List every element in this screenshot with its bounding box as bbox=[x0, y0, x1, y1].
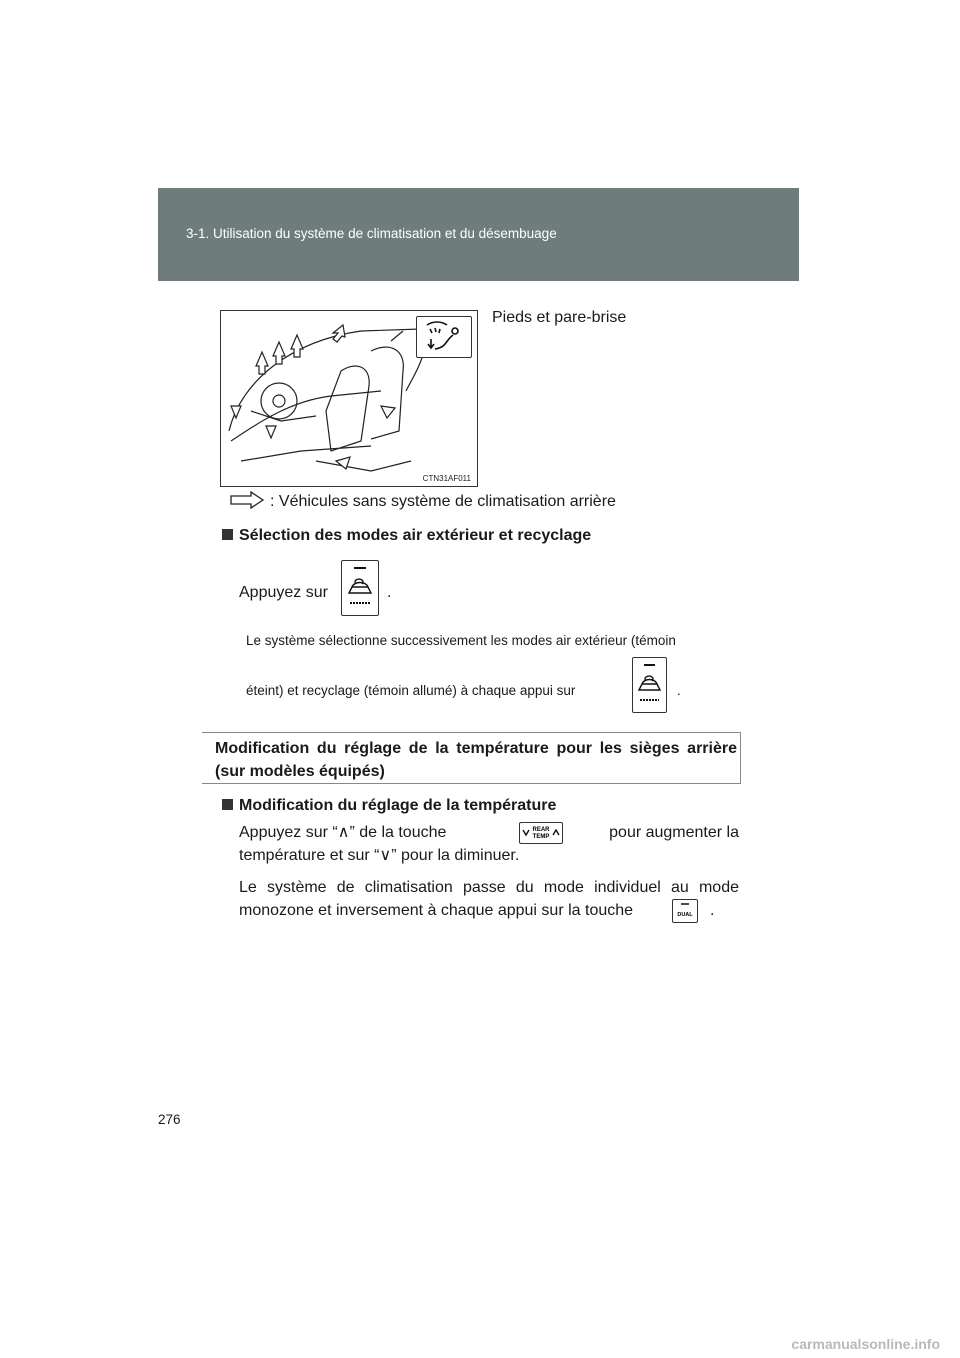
recycle-detail-line2: éteint) et recyclage (témoin allumé) à chaque appui sur bbox=[246, 683, 576, 698]
watermark: carmanualsonline.info bbox=[791, 1336, 940, 1352]
p1-line2: température et sur “∨” pour la diminuer. bbox=[239, 847, 520, 864]
recycle-detail-line1: Le système sélectionne successivement les modes air extérieur (témoin bbox=[246, 633, 676, 648]
section-header-band bbox=[158, 188, 799, 281]
square-bullet-icon bbox=[222, 529, 233, 540]
rear-temp-key-line2: TEMP bbox=[532, 834, 550, 840]
recycle-instruction-prefix: Appuyez sur bbox=[239, 584, 328, 601]
square-bullet-icon bbox=[222, 799, 233, 810]
mode-label: Pieds et pare-brise bbox=[492, 309, 627, 326]
dual-paragraph bbox=[239, 876, 739, 922]
airflow-illustration bbox=[220, 310, 478, 487]
p1-line1-a: Appuyez sur “∧” de la touche bbox=[239, 824, 447, 841]
section-header-title: 3-1. Utilisation du système de climatisation et du désembuage bbox=[186, 226, 557, 241]
recycle-instruction-suffix: . bbox=[387, 584, 392, 601]
temperature-paragraph bbox=[239, 821, 739, 867]
recycle-heading: Sélection des modes air extérieur et recyclage bbox=[222, 527, 591, 545]
note-text: : Véhicules sans système de climatisation arrière bbox=[270, 493, 616, 510]
dual-key-label: DUAL bbox=[677, 912, 693, 918]
p1-line1-c: pour augmenter la bbox=[609, 824, 739, 841]
temperature-subheading: Modification du réglage de la température bbox=[222, 797, 556, 815]
foot-windshield-mode-icon bbox=[416, 316, 472, 358]
figure-code: CTN31AF011 bbox=[422, 474, 471, 483]
p2-line1: Le système de climatisation passe du mode individuel au mode bbox=[239, 879, 739, 896]
right-arrow-icon bbox=[229, 491, 265, 514]
dual-button-icon bbox=[672, 899, 698, 923]
page-number: 276 bbox=[158, 1112, 181, 1127]
recycle-detail-suffix: . bbox=[677, 683, 681, 698]
recirculation-button-icon bbox=[341, 560, 379, 616]
recirculation-button-icon-inline bbox=[632, 657, 667, 713]
rear-section-title: Modification du réglage de la température pour les sièges arrière (sur modèles équipés) bbox=[215, 740, 737, 780]
rear-temp-button-icon bbox=[519, 822, 563, 844]
rear-temp-key-line1: REAR bbox=[532, 827, 550, 833]
p2-line2: monozone et inversement à chaque appui sur la touche bbox=[239, 902, 634, 919]
p2-line2-suffix: . bbox=[710, 902, 715, 919]
